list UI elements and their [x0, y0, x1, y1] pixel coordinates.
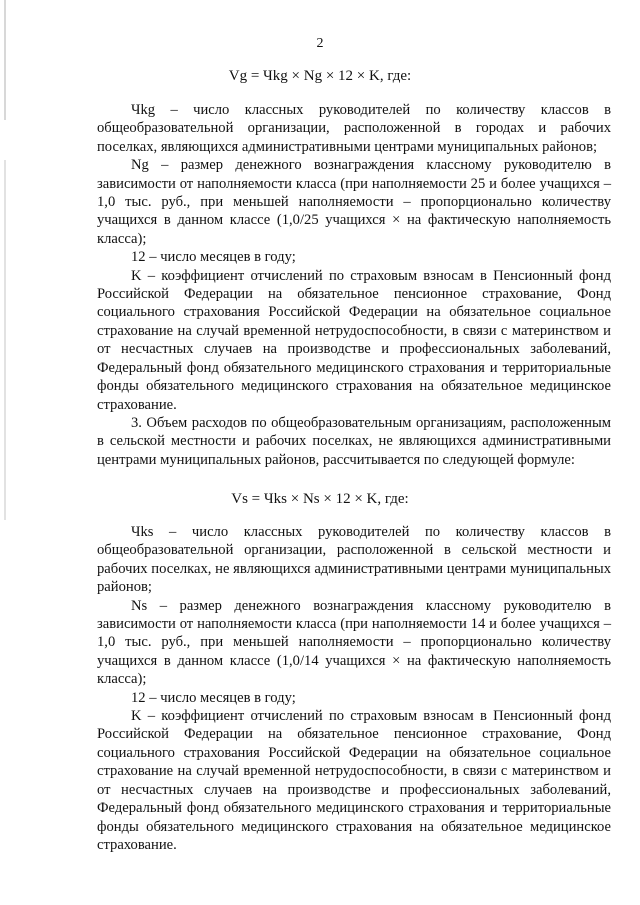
text-block-urban — [97, 101, 611, 469]
scan-edge-shadow — [4, 160, 6, 520]
paragraph-chks-definition: Чks – число классных руководителей по количеству классов в общеобразовательной организации, расположенной в сельской местности и рабочих поселках, не являющихся административными центрами муниципальных районов; — [97, 524, 611, 596]
page-number: 2 — [316, 36, 324, 51]
paragraph-ns-definition: Ns – размер денежного вознаграждения классному руководителю в зависимости от наполняемости класса (при наполняемости 14 и более учащихся – 1,0 тыс. руб., при меньшей наполняемости – пропорционально количеству учащихся в данном классе (1,0/14 учащихся × на фактическую наполняемость класса); — [97, 597, 611, 688]
paragraph-k-definition: K – коэффициент отчислений по страховым взносам в Пенсионный фонд Российской Федерации на обязательное пенсионное страхование, Фонд социального страхования Российской Федерации на обязательное социальное страхование на случай временной нетрудоспособности, в связи с материнством и от несчастных случаев на производстве и профессиональных заболеваний, Федеральный фонд обязательного медицинского страхования и территориальные фонды обязательного медицинского страхования на обязательное медицинское страхование. — [97, 267, 611, 413]
paragraph-ng-definition: Ng – размер денежного вознаграждения классному руководителю в зависимости от наполняемости класса (при наполняемости 25 и более учащихся – 1,0 тыс. руб., при меньшей наполняемости – пропорционально количеству учащихся в данном классе (1,0/25 учащихся × на фактическую наполняемость класса); — [97, 157, 611, 247]
paragraph-months: 12 – число месяцев в году; — [131, 689, 296, 706]
scan-edge-shadow — [4, 0, 6, 120]
paragraph-item-3: 3. Объем расходов по общеобразовательным организациям, расположенным в сельской местности и рабочих поселках, не являющихся административными центрами муниципальных районов, рассчитывается по следующей формуле: — [97, 414, 611, 468]
formula-vg: Vg = Чkg × Ng × 12 × K, где: — [228, 68, 412, 84]
formula-vs: Vs = Чks × Ns × 12 × K, где: — [231, 491, 409, 507]
paragraph-chkg-definition: Чkg – число классных руководителей по количеству классов в общеобразовательной организации, расположенной в городах и рабочих поселках, являющихся административными центрами муниципальных районов; — [97, 102, 611, 155]
paragraph-months: 12 – число месяцев в году; — [131, 249, 296, 266]
text-block-rural — [97, 523, 611, 854]
paragraph-k-definition: K – коэффициент отчислений по страховым взносам в Пенсионный фонд Российской Федерации на обязательное пенсионное страхование, Фонд социального страхования Российской Федерации на обязательное социальное страхование на случай временной нетрудоспособности, в связи с материнством и от несчастных случаев на производстве и профессиональных заболеваний, Федеральный фонд обязательного медицинского страхования и территориальные фонды обязательного медицинского страхования на обязательное медицинское страхование. — [97, 708, 611, 853]
